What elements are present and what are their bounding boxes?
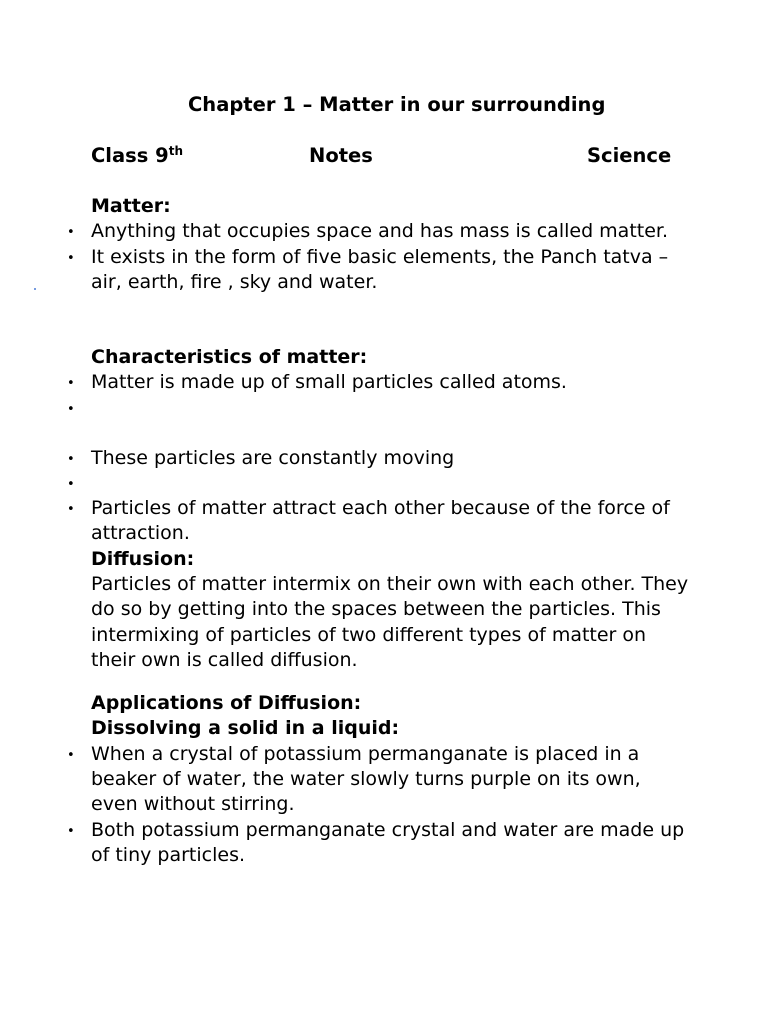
- chapter-title: Chapter 1 – Matter in our surrounding: [188, 93, 606, 116]
- list-item: • Both potassium permanganate crystal and water are made up of tiny particles.: [91, 818, 691, 869]
- list-item: • Matter is made up of small particles called atoms.: [91, 370, 691, 395]
- meta-row: [91, 144, 681, 172]
- notes-content: [91, 194, 691, 868]
- subject-label: Science: [587, 144, 672, 167]
- matter-list: [91, 219, 691, 295]
- list-item: • Anything that occupies space and has mass is called matter.: [91, 219, 691, 244]
- section-heading-matter: Matter:: [91, 195, 171, 217]
- section-heading-characteristics: Characteristics of matter:: [91, 346, 368, 369]
- applications-list: [91, 742, 691, 868]
- list-item: • These particles are constantly moving: [91, 446, 691, 471]
- class-text: Class 9: [91, 144, 169, 167]
- scan-speck: [34, 288, 36, 290]
- spacer: [91, 295, 691, 345]
- diffusion-paragraph: Particles of matter intermix on their own with each other. They do so by getting into the spaces between the particles. This intermixing of particles of two different types of matter on their own is called diffusion.: [91, 572, 689, 671]
- spacer: [91, 471, 691, 496]
- spacer: [91, 396, 691, 446]
- characteristics-list: [91, 370, 691, 546]
- class-suffix: th: [168, 144, 184, 158]
- list-item: • When a crystal of potassium permanganate is placed in a beaker of water, the water slowly turns purple on its own, even without stirring.: [91, 742, 691, 818]
- section-heading-diffusion: Diffusion:: [91, 547, 195, 570]
- section-heading-applications: Applications of Diffusion:: [91, 692, 362, 715]
- list-item: • Particles of matter attract each other because of the force of attraction.: [91, 496, 691, 547]
- list-item: • It exists in the form of five basic elements, the Panch tatva – air, earth, fire , sky and water.: [91, 245, 691, 296]
- spacer: [91, 673, 691, 691]
- notes-label: Notes: [309, 144, 373, 167]
- class-label: [91, 144, 183, 167]
- section-subheading-dissolving: Dissolving a solid in a liquid:: [91, 717, 400, 740]
